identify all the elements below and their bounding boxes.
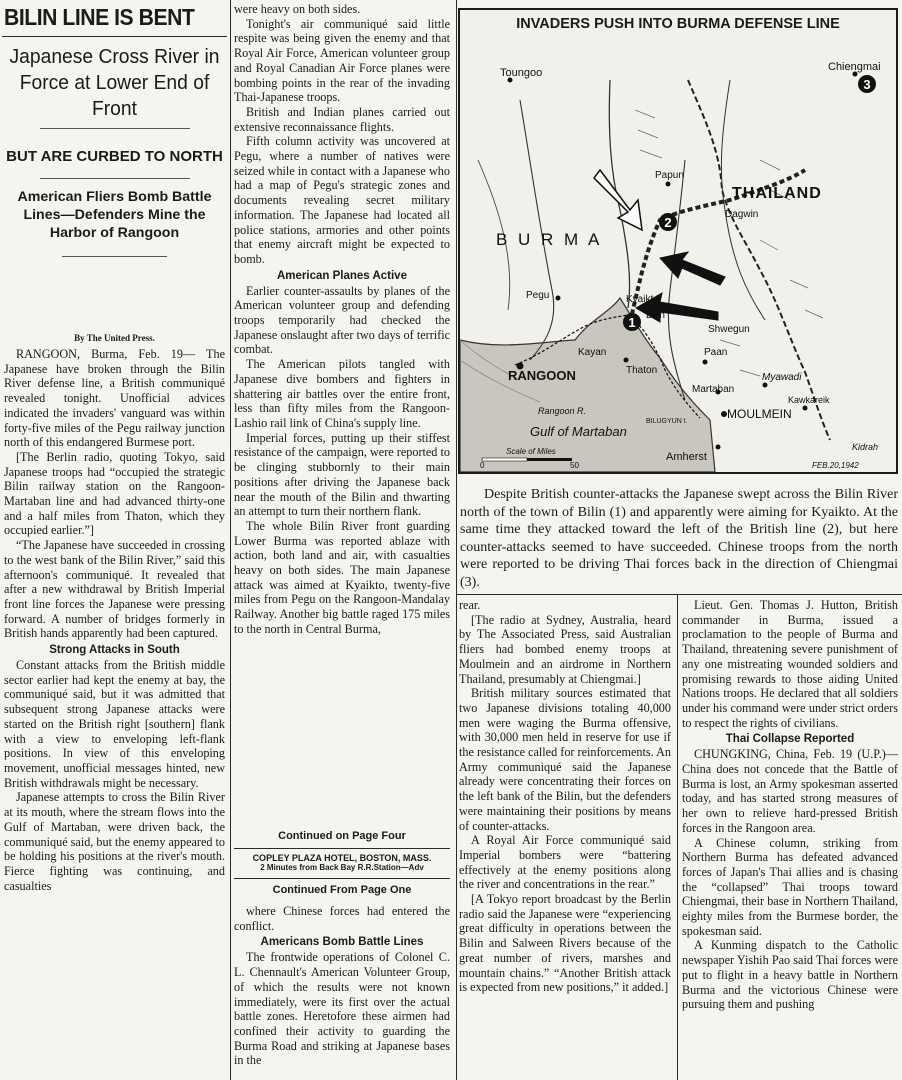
paragraph: were heavy on both sides.	[234, 2, 361, 16]
attack-arrow-northwest	[594, 170, 642, 230]
paragraph: where Chinese forces had entered the conflict.	[234, 904, 450, 933]
paragraph: A Chinese column, striking from Northern Burma has defeated advanced forces of Japan's Thai allies and is chasing the “collapsed” Thai troops toward Chiengmai, their base in Northern Thailand, eighty miles from the Burmese border, the spokesman said.	[682, 835, 898, 938]
map-title: INVADERS PUSH INTO BURMA DEFENSE LINE	[516, 16, 840, 32]
map-caption: Despite British counter-attacks the Japanese swept across the Bilin River north of the town of Bilin (1) and apparently were aiming for Kyaikto. At the same time they attacked toward the left of the British line (2), but here counter-attacks seemed to have succeeded. Chinese troops from the north were reported to be driving Thai forces back in the direction of Chiengmai (3).	[460, 487, 898, 590]
label-gulf: Gulf of Martaban	[530, 424, 627, 439]
deck-3: American Fliers Bomb Battle Lines—Defenders Mine the Harbor of Rangoon	[17, 189, 212, 241]
paragraph: [The Berlin radio, quoting Tokyo, said Japanese troops had “occupied the strategic Bilin railway station on the Rangoon-Martaban line and had advanced thirty-one and a half miles from Thaton, which they occupied earlier.”]	[4, 449, 225, 538]
headline: BILIN LINE IS BENT	[4, 4, 195, 30]
subheading: American Planes Active	[277, 269, 407, 282]
label-shwegun: Shwegun	[708, 324, 750, 335]
ad-line-2: 2 Minutes from Back Bay R.R.Station—Adv	[260, 863, 424, 872]
label-rangoon-river: Rangoon R.	[538, 406, 587, 416]
paragraph: Lieut. Gen. Thomas J. Hutton, British commander in Burma, issued a proclamation to the people of Burma and Thailand, threatening severe punishment of any one mistreating wounded soldiers and promising rewards to those aiding United Nations troops. He declared that all soldiers under his command were under strict orders to respect the rights of civilians.	[682, 598, 898, 730]
label-burma: B U R M A	[496, 230, 603, 249]
gulf-water	[460, 298, 715, 472]
attack-arrow-east	[660, 252, 725, 285]
story-body-col3	[459, 598, 671, 995]
label-martaban: Martaban	[692, 384, 735, 395]
label-chiengmai: Chiengmai	[828, 61, 881, 73]
column-1	[2, 0, 227, 1080]
label-paan: Paan	[704, 347, 728, 358]
paragraph: [A Tokyo report broadcast by the Berlin radio said the Japanese were “experiencing great difficulty in operations between the Bilin and Salween Rivers because of the great number of rivers, marshes and mountain chains.” “Another British attack is expected from new positions,” it added.]	[459, 892, 671, 995]
continued-from-label: Continued From Page One	[272, 884, 412, 896]
paragraph: Japanese attempts to cross the Bilin River at its mouth, where the stream flows into the Gulf of Martaban, were driven back, the communiqué said, but the enemy appeared to be holding his positions at the river's mouth. Fierce fighting was continuing, and casualties	[4, 790, 225, 893]
paragraph: A Royal Air Force communiqué said Imperial bombers were “battering effectively at the enemy positions along the river and concentrations in the rear.”	[459, 833, 671, 892]
paragraph: The American pilots tangled with Japanese dive bombers and fighters in shattering air battles over the entire front, less than fifty miles from the Rangoon-Lashio rail link of China's supply line.	[234, 357, 450, 430]
deck-2: BUT ARE CURBED TO NORTH	[6, 148, 223, 165]
label-thailand: THAILAND	[732, 185, 822, 202]
label-kyaikto: Kyaikto	[626, 294, 659, 305]
marker-1-label: 1	[628, 315, 636, 330]
paragraph: rear.	[459, 598, 481, 612]
column-rule	[456, 0, 457, 1080]
paragraph: Constant attacks from the British middle sector earlier had kept the enemy at bay, the communiqué said, but it was admitted that subsequent strong Japanese attacks were started on the British right [southern] flank with a view to enveloping left-flank positions. In view of this enveloping movement, unofficial messages hinted, new British withdrawals might be necessary.	[4, 658, 225, 790]
story-body-col4	[682, 598, 898, 1012]
story-continuation-col2	[234, 904, 450, 1068]
subheading: Americans Bomb Battle Lines	[260, 936, 424, 949]
story-body-col2	[234, 2, 450, 637]
label-moulmein: MOULMEIN	[727, 407, 792, 421]
label-thaton: Thaton	[626, 365, 658, 376]
label-scale: Scale of Miles	[506, 447, 556, 456]
paragraph: Fifth column activity was uncovered at Pegu, where a number of natives were seized while in contact with a Japanese who had a map of Pegu's strategic zones and documents revealing secret military information. The Japanese had located all police stations, armories and other points that enemy aircraft might be expected to bomb.	[234, 134, 450, 266]
label-kayan: Kayan	[578, 347, 607, 358]
continued-on-label: Continued on Page Four	[278, 830, 406, 842]
paragraph: British and Indian planes carried out extensive reconnaissance flights.	[234, 104, 450, 134]
hotel-ad	[234, 853, 450, 872]
map-box	[458, 8, 898, 474]
marker-2-label: 2	[664, 215, 672, 230]
paragraph: Earlier counter-assaults by planes of the American volunteer group and defending troops temporarily had checked the Japanese onslaught after two days of terrific combat.	[234, 283, 450, 357]
label-toungoo: Toungoo	[500, 67, 543, 79]
paragraph: British military sources estimated that two Japanese divisions totaling 40,000 men were waging the Burma offensive, with 30,000 men held in reserve for use if the resistance called for reinforcements. An Army communiqué said the Japanese already were concentrating their forces on the left bank of the Bilin, but the defenders were maintaining their positions by means of counter-attacks.	[459, 686, 671, 833]
marker-3-label: 3	[863, 77, 871, 92]
label-rangoon: RANGOON	[508, 368, 576, 383]
paragraph: The frontwide operations of Colonel C. L. Chennault's American Volunteer Group, of which the results were not known immediately, were its first over the actual battle zones. Heretofore these airmen had confined their activity to guarding the Burma Road and striking at Japanese bases in the	[234, 950, 450, 1068]
burma-map	[460, 40, 896, 472]
column-3	[459, 598, 673, 1080]
paragraph: CHUNGKING, China, Feb. 19 (U.P.)—China does not concede that the Battle of Burma is lost, an Army spokesman asserted today, and has started strong measures of her own to relieve hard-pressed British forces in the Rangoon area.	[682, 747, 898, 835]
ad-line-1: COPLEY PLAZA HOTEL, BOSTON, MASS.	[252, 853, 432, 863]
paragraph: The whole Bilin River front guarding Lower Burma was reported ablaze with action, both land and air, with casualties heavy on both sides. The main Japanese attack was aimed at Kyaikto, twenty-five miles from Pegu on the Rangoon-Mandalay Railway. Another big battle raged 175 miles to the north in Central Burma,	[234, 518, 450, 636]
deck-1: Japanese Cross River in Force at Lower End of Front	[9, 45, 220, 120]
label-bilugyun: BILUGYUN I.	[646, 418, 688, 425]
label-scale-50: 50	[570, 461, 579, 470]
paragraph: RANGOON, Burma, Feb. 19— The Japanese have broken through the Bilin River defense line, a British communiqué revealed tonight. Unofficial advices indicated the invaders' vanguard was within forty-five miles of the Pegu railway junction north of this endangered Burmese port.	[4, 347, 225, 450]
paragraph: “The Japanese have succeeded in crossing to the west bank of the Bilin River,” said this afternoon's communiqué. It revealed that after a new withdrawal by British Imperial front line forces the Japanese were pressing forward. A number of bridges formerly in British hands apparently had been captured.	[4, 538, 225, 641]
paragraph: [The radio at Sydney, Australia, heard by The Associated Press, said Australian fliers had bombed enemy troops at Moulmein and an airdrome in Northern Thailand, presumably at Chiengmai.]	[459, 612, 671, 686]
label-scale-0: 0	[480, 461, 485, 470]
column-4	[682, 598, 900, 1080]
story-body-col1	[4, 347, 225, 893]
label-amherst: Amherst	[666, 451, 707, 463]
label-bilin: Bilin	[646, 310, 665, 321]
column-rule	[230, 0, 231, 1080]
paragraph: A Kunming dispatch to the Catholic newspaper Yishih Pao said Thai forces were put to flight in a heavy battle in Northern Burma and the victorious Chinese were pursuing them and pushing	[682, 938, 898, 1012]
paragraph: Tonight's air communiqué said little respite was being given the enemy and that Royal Air Force, American volunteer group and Royal Canadian Air Force planes were bombing points in the rear of the invading Thai-Japanese troops.	[234, 16, 450, 105]
label-kawkareik: Kawkareik	[788, 395, 830, 405]
label-papun: Papun	[655, 170, 684, 181]
label-myawadi: Myawadi	[762, 372, 802, 383]
byline: By The United Press.	[74, 333, 155, 343]
subheading: Strong Attacks in South	[49, 644, 180, 657]
label-pegu: Pegu	[526, 290, 550, 301]
artist-signature: Kidrah	[852, 442, 879, 452]
subheading: Thai Collapse Reported	[725, 733, 855, 746]
label-dagwin: Dagwin	[725, 209, 759, 220]
column-rule	[677, 594, 678, 1080]
map-date: FEB.20,1942	[812, 461, 859, 470]
paragraph: Imperial forces, putting up their stiffest resistance of the campaign, were reported to be clinging stubbornly to their main positions after driving the Japanese back near the mouth of the Bilin and thwarting an attempt to turn their northern flank.	[234, 430, 450, 519]
column-2	[234, 2, 452, 1080]
